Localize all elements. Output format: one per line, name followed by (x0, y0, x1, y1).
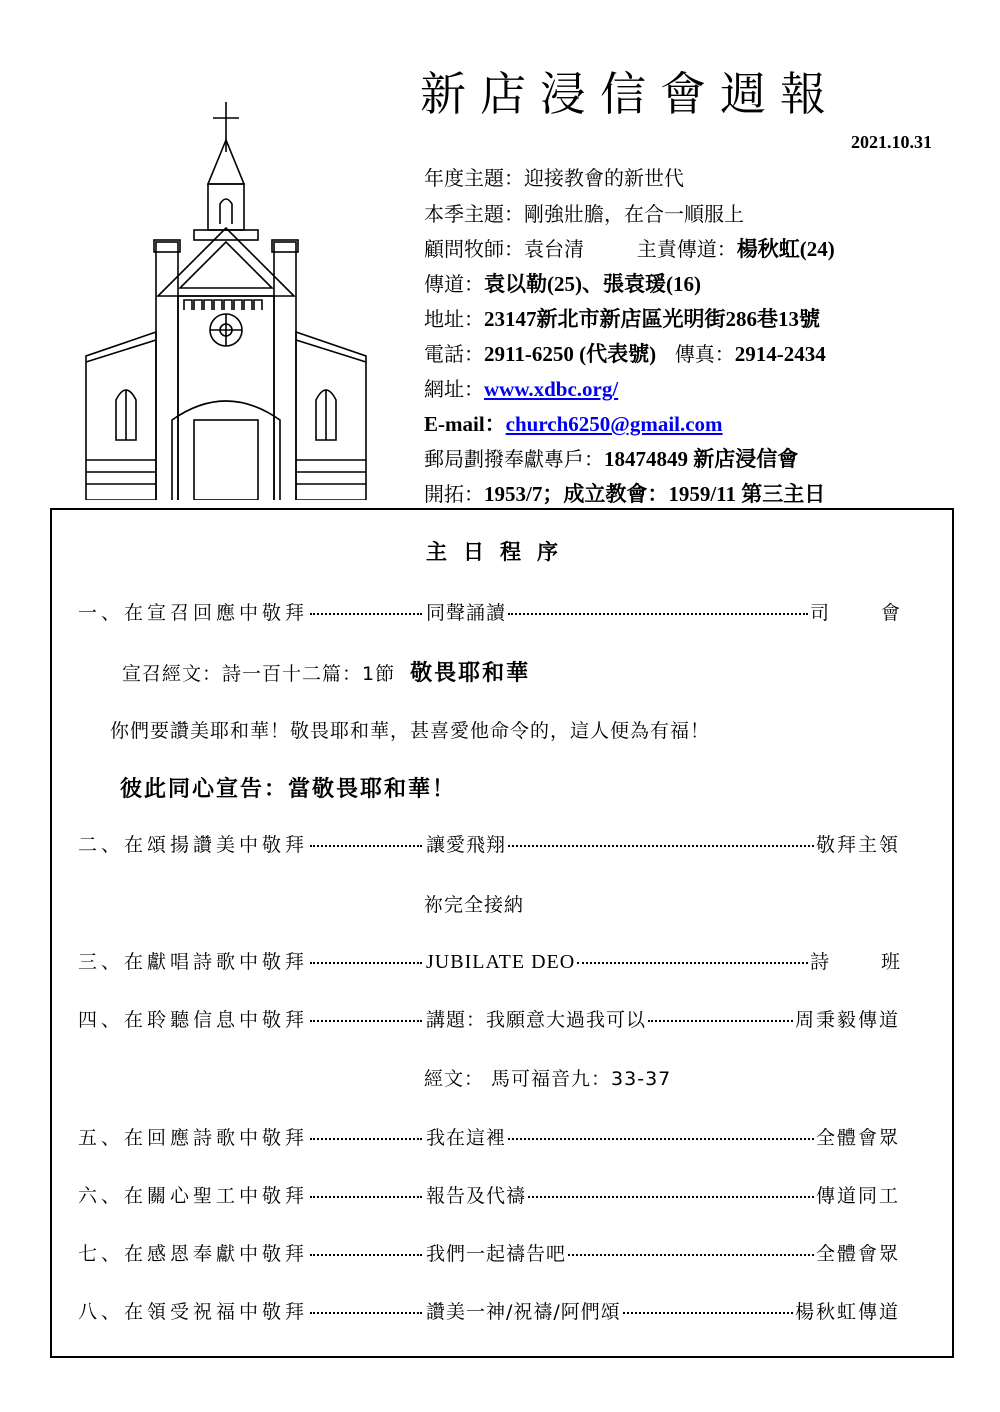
email-link[interactable]: church6250@gmail.com (505, 412, 723, 436)
praise-song-2: 祢完全接納 (424, 894, 525, 916)
sermon-scripture: 經文： 馬可福音九：33-37 (424, 1068, 672, 1090)
founding-line: 開拓：1953/7；成立教會：1959/11 第三主日 (424, 482, 826, 506)
preachers-line: 傳道：袁以勒(25)、張袁瑗(16) (424, 272, 701, 296)
bulletin-date: 2021.10.31 (851, 132, 932, 152)
church-illustration (80, 100, 370, 500)
program-row: 二、在頌揚讚美中敬拜 讓愛飛翔 敬拜主領 (78, 834, 900, 856)
season-theme: 本季主題：剛強壯膽，在合一順服上 (424, 202, 744, 226)
declaration: 彼此同心宣告：當敬畏耶和華！ (120, 777, 457, 802)
program-row: 四、在聆聽信息中敬拜 講題：我願意大過我可以 周秉毅傳道 (78, 1009, 900, 1031)
address-line: 地址：23147新北市新店區光明街286巷13號 (424, 307, 820, 331)
program-title: 主日程序 (426, 540, 574, 564)
bulletin-title: 新店浸信會週報 (420, 67, 840, 121)
call-scripture: 宣召經文：詩一百十二篇：1節 敬畏耶和華 (122, 661, 531, 686)
program-row: 六、在關心聖工中敬拜 報告及代禱 傳道同工 (78, 1185, 900, 1207)
program-row: 七、在感恩奉獻中敬拜 我們一起禱告吧 全體會眾 (78, 1243, 900, 1265)
program-row: 五、在回應詩歌中敬拜 我在這裡 全體會眾 (78, 1127, 900, 1149)
call-verse: 你們要讚美耶和華！敬畏耶和華，甚喜愛他命令的，這人便為有福！ (110, 720, 711, 742)
phone-line: 電話：2911-6250 (代表號) 傳真：2914-2434 (424, 342, 826, 366)
website-link[interactable]: www.xdbc.org/ (484, 377, 619, 401)
program-box (50, 508, 954, 1358)
program-row: 一、在宣召回應中敬拜 同聲誦讀 司會 (78, 602, 952, 624)
program-row: 三、在獻唱詩歌中敬拜 JUBILATE DEO 詩班 (78, 951, 952, 973)
pastors-line: 顧問牧師：袁台清 主責傳道：楊秋虹(24) (424, 237, 835, 261)
annual-theme: 年度主題：迎接教會的新世代 (424, 166, 684, 190)
email-line: E-mail：church6250@gmail.com (424, 412, 723, 436)
program-row: 八、在領受祝福中敬拜 讚美一神/祝禱/阿們頌 楊秋虹傳道 (78, 1301, 900, 1323)
postal-line: 郵局劃撥奉獻專戶：18474849 新店浸信會 (424, 447, 799, 471)
website-line: 網址：www.xdbc.org/ (424, 377, 619, 401)
